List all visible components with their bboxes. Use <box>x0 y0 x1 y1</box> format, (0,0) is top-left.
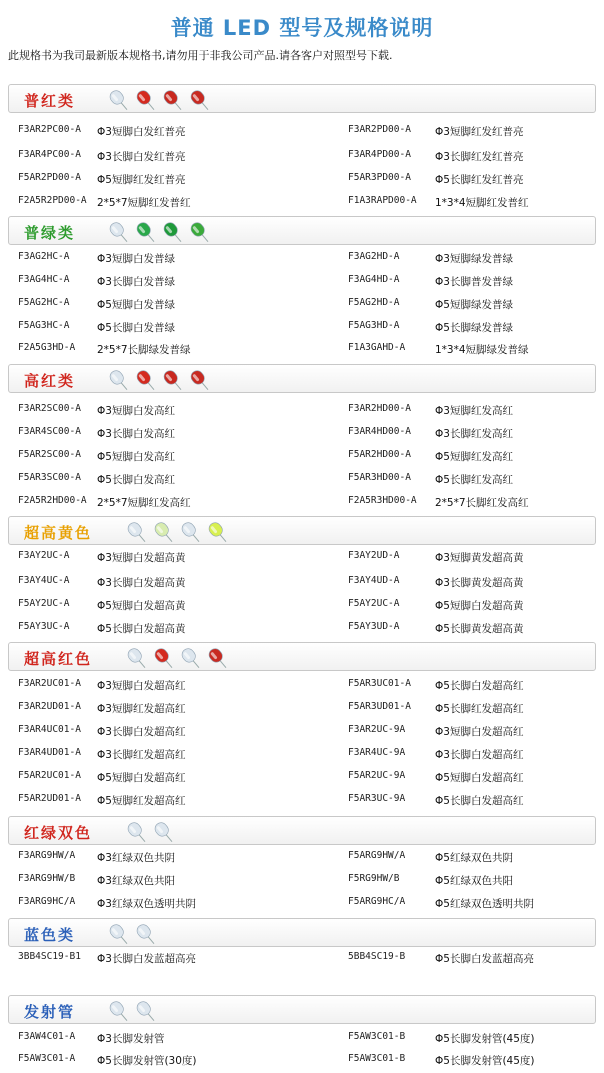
section-header <box>8 364 596 393</box>
spec-description: Φ5长脚红发红普亮 <box>435 174 524 186</box>
led-icon <box>207 520 231 545</box>
spec-description: Φ3短脚红发超高红 <box>97 703 186 715</box>
model-number[interactable]: F3AY2UC-A <box>18 550 70 561</box>
spec-row <box>0 575 604 591</box>
spec-row <box>0 896 604 912</box>
spec-description: 1*3*4短脚绿发普绿 <box>435 344 529 356</box>
spec-description: Φ5红绿双色共阳 <box>435 875 513 887</box>
spec-description: Φ3长脚白发超高黄 <box>97 577 186 589</box>
led-images <box>106 996 256 1024</box>
spec-row <box>0 621 604 637</box>
led-icon <box>180 646 204 671</box>
model-number[interactable]: F3AY2UD-A <box>348 550 400 561</box>
spec-description: Φ5长脚发射管(45度) <box>435 1055 535 1067</box>
spec-row <box>0 724 604 740</box>
section-header <box>8 516 596 545</box>
section-header <box>8 216 596 245</box>
spec-description: Φ3长脚红发超高红 <box>97 749 186 761</box>
model-number[interactable]: F3AY4UD-A <box>348 575 400 586</box>
model-number[interactable]: F5AR2HD00-A <box>348 449 411 460</box>
led-icon <box>108 88 132 113</box>
model-number[interactable]: F5AR3SC00-A <box>18 472 81 483</box>
model-number[interactable]: F2A5R3HD00-A <box>348 495 417 506</box>
model-number[interactable]: F5AG3HC-A <box>18 320 70 331</box>
model-number[interactable]: F1A3RAPD00-A <box>348 195 417 206</box>
led-images <box>124 517 274 545</box>
spec-row <box>0 449 604 465</box>
spec-row <box>0 403 604 419</box>
spec-row <box>0 793 604 809</box>
model-number[interactable]: F3AR4UC01-A <box>18 724 81 735</box>
spec-description: Φ5长脚发射管(45度) <box>435 1033 535 1045</box>
section-title: 高红类 <box>24 372 76 390</box>
model-number[interactable]: F5AR3UC-9A <box>348 793 406 804</box>
model-number[interactable]: F5AR2UC01-A <box>18 770 81 781</box>
model-number[interactable]: F5AW3C01-B <box>348 1031 406 1042</box>
model-number[interactable]: F3AR2UC01-A <box>18 678 81 689</box>
spec-row <box>0 678 604 694</box>
spec-description: Φ5短脚白发普绿 <box>97 299 175 311</box>
model-number[interactable]: F2A5R2PD00-A <box>18 195 87 206</box>
model-number[interactable]: F5AR2UD01-A <box>18 793 81 804</box>
spec-row <box>0 297 604 313</box>
spec-row <box>0 873 604 889</box>
spec-row <box>0 472 604 488</box>
spec-description: Φ3红绿双色共阳 <box>97 875 175 887</box>
spec-description: Φ3短脚白发超高红 <box>435 726 524 738</box>
model-number[interactable]: F5AR3UD01-A <box>348 701 411 712</box>
spec-row <box>0 320 604 336</box>
led-icon <box>108 368 132 393</box>
spec-description: Φ3长脚白发红普亮 <box>97 151 186 163</box>
spec-row <box>0 149 604 165</box>
model-number[interactable]: 3BB4SC19-B1 <box>18 951 81 962</box>
spec-row <box>0 195 604 211</box>
section-title: 普红类 <box>24 92 76 110</box>
model-number[interactable]: F5ARG9HC/A <box>348 896 406 907</box>
model-number[interactable]: 5BB4SC19-B <box>348 951 406 962</box>
led-icon <box>126 820 150 845</box>
model-number[interactable]: F3AR4UD01-A <box>18 747 81 758</box>
spec-row <box>0 550 604 566</box>
spec-description: Φ5短脚白发超高黄 <box>97 600 186 612</box>
model-number[interactable]: F5ARG9HW/A <box>348 850 406 861</box>
spec-row <box>0 342 604 358</box>
led-icon <box>153 820 177 845</box>
led-icon <box>162 220 186 245</box>
spec-description: Φ3长脚发射管 <box>97 1033 165 1045</box>
spec-description: Φ5短脚白发超高红 <box>97 772 186 784</box>
spec-description: Φ3长脚红发高红 <box>435 428 513 440</box>
led-icon <box>108 220 132 245</box>
model-number[interactable]: F5AY2UC-A <box>18 598 70 609</box>
spec-description: Φ3长脚白发普绿 <box>97 276 175 288</box>
led-icon <box>135 220 159 245</box>
led-icon <box>189 220 213 245</box>
spec-row <box>0 850 604 866</box>
section-header <box>8 995 596 1024</box>
led-images <box>106 217 256 245</box>
model-number[interactable]: F5AW3C01-B <box>348 1053 406 1064</box>
spec-description: Φ3短脚白发红普亮 <box>97 126 186 138</box>
led-icon <box>162 368 186 393</box>
model-number[interactable]: F3AG2HC-A <box>18 251 70 262</box>
led-icon <box>180 520 204 545</box>
led-icon <box>135 88 159 113</box>
led-icon <box>108 999 132 1024</box>
model-number[interactable]: F5RG9HW/B <box>348 873 400 884</box>
spec-description: Φ3长脚红发红普亮 <box>435 151 524 163</box>
model-number[interactable]: F5AW3C01-A <box>18 1053 76 1064</box>
spec-row <box>0 1053 604 1069</box>
spec-description: Φ3短脚白发普绿 <box>97 253 175 265</box>
section-header <box>8 918 596 947</box>
model-number[interactable]: F3AR2PD00-A <box>348 124 411 135</box>
spec-description: Φ5长脚白发超高红 <box>435 795 524 807</box>
model-number[interactable]: F3AR4PC00-A <box>18 149 81 160</box>
spec-row <box>0 495 604 511</box>
spec-description: Φ3短脚白发超高黄 <box>97 552 186 564</box>
model-number[interactable]: F3AG2HD-A <box>348 251 400 262</box>
spec-description: Φ3长脚白发超高红 <box>435 749 524 761</box>
led-images <box>106 919 256 947</box>
spec-row <box>0 747 604 763</box>
model-number[interactable]: F2A5R2HD00-A <box>18 495 87 506</box>
model-number[interactable]: F5AR2SC00-A <box>18 449 81 460</box>
section-title: 超高黄色 <box>24 524 93 542</box>
led-icon <box>126 520 150 545</box>
spec-row <box>0 274 604 290</box>
led-icon <box>135 999 159 1024</box>
led-images <box>106 85 256 113</box>
model-number[interactable]: F5AR3PD00-A <box>348 172 411 183</box>
spec-description: Φ5长脚白发超高红 <box>435 680 524 692</box>
section-header <box>8 816 596 845</box>
spec-row <box>0 701 604 717</box>
model-number[interactable]: F5AY3UD-A <box>348 621 400 632</box>
spec-description: Φ3短脚黄发超高黄 <box>435 552 524 564</box>
spec-row <box>0 426 604 442</box>
spec-description: Φ5红绿双色共阴 <box>435 852 513 864</box>
spec-description: 1*3*4短脚红发普红 <box>435 197 529 209</box>
spec-description: Φ3短脚白发超高红 <box>97 680 186 692</box>
model-number[interactable]: F1A3GAHD-A <box>348 342 406 353</box>
spec-description: 2*5*7短脚红发高红 <box>97 497 191 509</box>
spec-row <box>0 951 604 967</box>
spec-description: 2*5*7长脚绿发普绿 <box>97 344 191 356</box>
model-number[interactable]: F2A5G3HD-A <box>18 342 76 353</box>
spec-row <box>0 1031 604 1047</box>
spec-description: Φ5长脚白发高红 <box>97 474 175 486</box>
spec-row <box>0 172 604 188</box>
model-number[interactable]: F3AR2UC-9A <box>348 724 406 735</box>
spec-description: Φ3长脚普发普绿 <box>435 276 513 288</box>
model-number[interactable]: F5AG2HD-A <box>348 297 400 308</box>
model-number[interactable]: F3AG4HC-A <box>18 274 70 285</box>
model-number[interactable]: F5AR2UC-9A <box>348 770 406 781</box>
led-icon <box>189 88 213 113</box>
led-images <box>124 817 274 845</box>
spec-description: Φ5长脚绿发普绿 <box>435 322 513 334</box>
led-icon <box>135 368 159 393</box>
spec-description: Φ3长脚白发高红 <box>97 428 175 440</box>
spec-row <box>0 251 604 267</box>
spec-description: Φ3短脚红发高红 <box>435 405 513 417</box>
led-icon <box>153 646 177 671</box>
spec-description: Φ5红绿双色透明共阴 <box>435 898 534 910</box>
model-number[interactable]: F3AR4PD00-A <box>348 149 411 160</box>
section-header <box>8 84 596 113</box>
spec-description: Φ3长脚黄发超高黄 <box>435 577 524 589</box>
model-number[interactable]: F3ARG9HW/A <box>18 850 76 861</box>
spec-description: Φ5短脚白发高红 <box>97 451 175 463</box>
model-number[interactable]: F3AR4UC-9A <box>348 747 406 758</box>
model-number[interactable]: F5AG3HD-A <box>348 320 400 331</box>
section-title: 红绿双色 <box>24 824 93 842</box>
spec-description: Φ5长脚红发超高红 <box>435 703 524 715</box>
intro-text: 此规格书为我司最新版本规格书,请勿用于非我公司产品.请各客户对照型号下载. <box>8 49 393 62</box>
spec-description: Φ5长脚白发蓝超高亮 <box>435 953 534 965</box>
led-images <box>106 365 256 393</box>
model-number[interactable]: F3AW4C01-A <box>18 1031 76 1042</box>
spec-description: Φ3红绿双色透明共阴 <box>97 898 196 910</box>
spec-description: Φ5短脚红发高红 <box>435 451 513 463</box>
led-images <box>124 643 274 671</box>
spec-description: Φ5短脚白发超高黄 <box>435 600 524 612</box>
section-title: 发射管 <box>24 1003 76 1021</box>
spec-description: Φ5长脚发射管(30度) <box>97 1055 197 1067</box>
spec-description: Φ5长脚黄发超高黄 <box>435 623 524 635</box>
led-icon <box>153 520 177 545</box>
model-number[interactable]: F3AR2HD00-A <box>348 403 411 414</box>
led-icon <box>162 88 186 113</box>
section-header <box>8 642 596 671</box>
model-number[interactable]: F3AR4HD00-A <box>348 426 411 437</box>
model-number[interactable]: F3AG4HD-A <box>348 274 400 285</box>
led-icon <box>207 646 231 671</box>
model-number[interactable]: F5AG2HC-A <box>18 297 70 308</box>
spec-description: 2*5*7短脚红发普红 <box>97 197 191 209</box>
spec-description: Φ5长脚白发超高黄 <box>97 623 186 635</box>
model-number[interactable]: F5AR3HD00-A <box>348 472 411 483</box>
led-icon <box>189 368 213 393</box>
spec-description: Φ5短脚红发红普亮 <box>97 174 186 186</box>
spec-description: Φ5短脚白发超高红 <box>435 772 524 784</box>
model-number[interactable]: F5AY2UC-A <box>348 598 400 609</box>
spec-description: Φ3短脚红发红普亮 <box>435 126 524 138</box>
spec-description: Φ3短脚绿发普绿 <box>435 253 513 265</box>
spec-row <box>0 124 604 140</box>
spec-row <box>0 598 604 614</box>
spec-description: Φ5长脚红发高红 <box>435 474 513 486</box>
led-icon <box>135 922 159 947</box>
spec-description: Φ3红绿双色共阴 <box>97 852 175 864</box>
led-icon <box>126 646 150 671</box>
model-number[interactable]: F3AR2UD01-A <box>18 701 81 712</box>
led-icon <box>108 922 132 947</box>
spec-description: Φ5长脚白发普绿 <box>97 322 175 334</box>
model-number[interactable]: F3AY4UC-A <box>18 575 70 586</box>
model-number[interactable]: F3AR4SC00-A <box>18 426 81 437</box>
section-title: 蓝色类 <box>24 926 76 944</box>
model-number[interactable]: F5AR2PD00-A <box>18 172 81 183</box>
page-title: 普通 LED 型号及规格说明 <box>170 16 434 40</box>
section-title: 普绿类 <box>24 224 76 242</box>
model-number[interactable]: F5AR3UC01-A <box>348 678 411 689</box>
spec-description: Φ5短脚红发超高红 <box>97 795 186 807</box>
section-title: 超高红色 <box>24 650 93 668</box>
model-number[interactable]: F3ARG9HW/B <box>18 873 76 884</box>
spec-description: Φ3长脚白发超高红 <box>97 726 186 738</box>
model-number[interactable]: F3ARG9HC/A <box>18 896 76 907</box>
model-number[interactable]: F3AR2SC00-A <box>18 403 81 414</box>
spec-description: 2*5*7长脚红发高红 <box>435 497 529 509</box>
spec-description: Φ5短脚绿发普绿 <box>435 299 513 311</box>
model-number[interactable]: F5AY3UC-A <box>18 621 70 632</box>
spec-description: Φ3短脚白发高红 <box>97 405 175 417</box>
model-number[interactable]: F3AR2PC00-A <box>18 124 81 135</box>
spec-row <box>0 770 604 786</box>
spec-description: Φ3长脚白发蓝超高亮 <box>97 953 196 965</box>
